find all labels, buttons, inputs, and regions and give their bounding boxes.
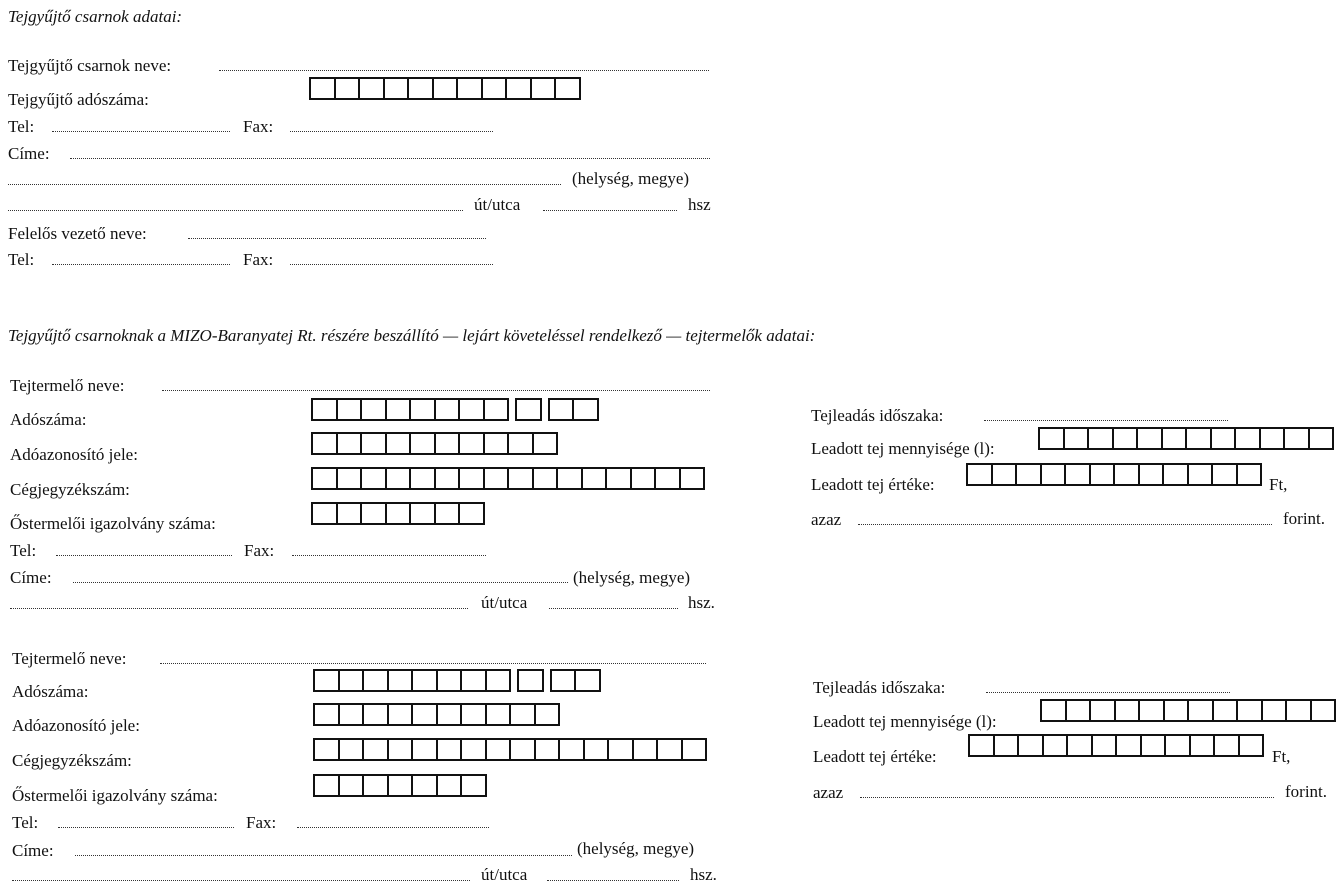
producer-street-field[interactable] <box>12 880 470 881</box>
producer-tel-field[interactable] <box>56 555 232 556</box>
producer-tel-label: Tel: <box>12 813 39 832</box>
producer-company-reg-label: Cégjegyzékszám: <box>12 751 132 770</box>
producer-taxid-label: Adóazonosító jele: <box>12 716 140 735</box>
manager-name-field[interactable] <box>188 238 486 239</box>
station-street-label: út/utca <box>474 195 521 214</box>
station-name-field[interactable] <box>219 70 709 71</box>
producer-house-number-label: hsz. <box>690 865 717 884</box>
milk-value-label: Leadott tej értéke: <box>813 747 937 766</box>
milk-quantity-label: Leadott tej mennyisége (l): <box>813 712 997 731</box>
manager-tel-label: Tel: <box>8 250 35 269</box>
forint-label: forint. <box>1285 782 1328 801</box>
in-words-label: azaz <box>813 783 844 802</box>
producer-settlement-hint: (helység, megye) <box>573 568 691 587</box>
currency-label: Ft, <box>1272 747 1291 766</box>
producer-fax-field[interactable] <box>297 827 489 828</box>
station-tel-field[interactable] <box>52 131 230 132</box>
producer-address-field[interactable] <box>75 855 572 856</box>
producer-tax-label: Adószáma: <box>12 682 89 701</box>
station-fax-field[interactable] <box>290 131 493 132</box>
producer-name-label: Tejtermelő neve: <box>12 649 127 668</box>
manager-name-label: Felelős vezető neve: <box>8 224 147 243</box>
producer-tax-boxes[interactable] <box>313 669 601 692</box>
producer-tax-boxes[interactable] <box>311 398 599 421</box>
producer-company-reg-boxes[interactable] <box>313 738 707 761</box>
producer-fax-field[interactable] <box>292 555 486 556</box>
producer-address-label: Címe: <box>12 841 54 860</box>
forint-label: forint. <box>1283 509 1326 528</box>
producer-house-number-field[interactable] <box>547 880 679 881</box>
producer-farmer-id-label: Őstermelői igazolvány száma: <box>10 514 216 533</box>
producer-street-label: út/utca <box>481 593 528 612</box>
manager-fax-field[interactable] <box>290 264 493 265</box>
producer-fax-label: Fax: <box>246 813 277 832</box>
manager-fax-label: Fax: <box>243 250 274 269</box>
producer-taxid-boxes[interactable] <box>313 703 560 726</box>
in-words-label: azaz <box>811 510 842 529</box>
station-tax-label: Tejgyűjtő adószáma: <box>8 90 149 109</box>
in-words-field[interactable] <box>858 524 1272 525</box>
producer-taxid-boxes[interactable] <box>311 432 558 455</box>
producer-taxid-label: Adóazonosító jele: <box>10 445 138 464</box>
producer-farmer-id-label: Őstermelői igazolvány száma: <box>12 786 218 805</box>
station-settlement-hint: (helység, megye) <box>572 169 690 188</box>
milk-value-boxes[interactable] <box>966 463 1262 486</box>
producer-house-number-field[interactable] <box>549 608 678 609</box>
producer-tax-label: Adószáma: <box>10 410 87 429</box>
in-words-field[interactable] <box>860 797 1274 798</box>
section-title-dairy-station: Tejgyűjtő csarnok adatai: <box>8 7 183 26</box>
delivery-period-label: Tejleadás időszaka: <box>813 678 946 697</box>
producer-street-label: út/utca <box>481 865 528 884</box>
milk-quantity-boxes[interactable] <box>1038 427 1334 450</box>
producer-address-label: Címe: <box>10 568 52 587</box>
producer-house-number-label: hsz. <box>688 593 715 612</box>
producer-tel-field[interactable] <box>58 827 234 828</box>
producer-name-field[interactable] <box>162 390 710 391</box>
station-street-field[interactable] <box>8 210 463 211</box>
station-tax-boxes[interactable] <box>309 77 581 100</box>
station-address-label: Címe: <box>8 144 50 163</box>
station-fax-label: Fax: <box>243 117 274 136</box>
producer-company-reg-boxes[interactable] <box>311 467 705 490</box>
producer-company-reg-label: Cégjegyzékszám: <box>10 480 130 499</box>
currency-label: Ft, <box>1269 475 1288 494</box>
station-house-number-label: hsz <box>688 195 711 214</box>
delivery-period-field[interactable] <box>986 692 1230 693</box>
producer-street-field[interactable] <box>10 608 468 609</box>
producer-settlement-hint: (helység, megye) <box>577 839 695 858</box>
producer-farmer-id-boxes[interactable] <box>313 774 487 797</box>
milk-value-label: Leadott tej értéke: <box>811 475 935 494</box>
milk-value-boxes[interactable] <box>968 734 1264 757</box>
milk-quantity-label: Leadott tej mennyisége (l): <box>811 439 995 458</box>
station-address-field[interactable] <box>70 158 710 159</box>
station-house-number-field[interactable] <box>543 210 677 211</box>
station-settlement-field[interactable] <box>8 184 561 185</box>
producer-tel-label: Tel: <box>10 541 37 560</box>
section-title-producers: Tejgyűjtő csarnoknak a MIZO-Baranyatej Rt. részére beszállító — lejárt követeléssel rendelkező — tejtermelők adatai: <box>8 326 816 345</box>
producer-name-label: Tejtermelő neve: <box>10 376 125 395</box>
delivery-period-field[interactable] <box>984 420 1228 421</box>
producer-name-field[interactable] <box>160 663 706 664</box>
station-tel-label: Tel: <box>8 117 35 136</box>
delivery-period-label: Tejleadás időszaka: <box>811 406 944 425</box>
producer-fax-label: Fax: <box>244 541 275 560</box>
milk-quantity-boxes[interactable] <box>1040 699 1336 722</box>
producer-address-field[interactable] <box>73 582 568 583</box>
producer-farmer-id-boxes[interactable] <box>311 502 485 525</box>
station-name-label: Tejgyűjtő csarnok neve: <box>8 56 172 75</box>
manager-tel-field[interactable] <box>52 264 230 265</box>
